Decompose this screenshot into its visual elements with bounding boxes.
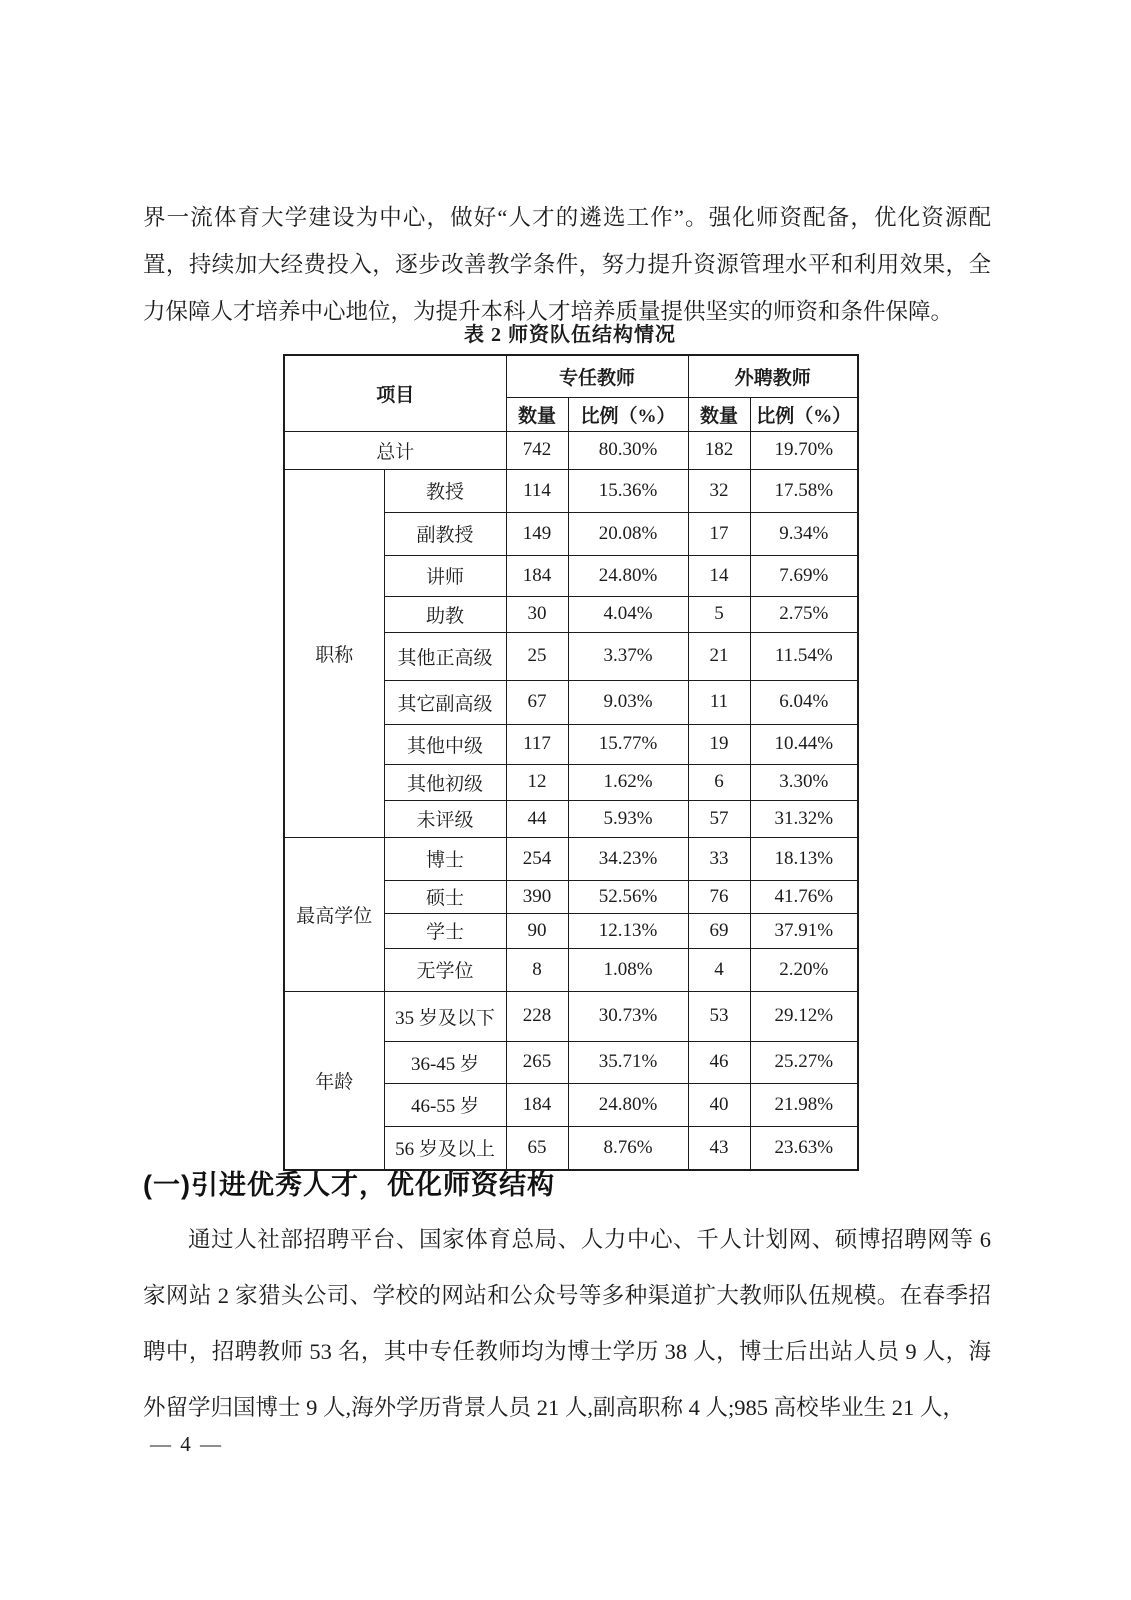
ft-count-cell: 8 — [506, 948, 568, 991]
ex-count-cell: 19 — [688, 724, 750, 764]
ex-ratio-cell: 31.32% — [750, 800, 858, 837]
row-label: 其他初级 — [384, 764, 506, 800]
ft-ratio-cell: 34.23% — [568, 837, 688, 880]
ft-count-cell: 25 — [506, 632, 568, 680]
ft-ratio-cell: 12.13% — [568, 913, 688, 948]
ft-ratio-cell: 80.30% — [568, 431, 688, 469]
ft-count-cell: 254 — [506, 837, 568, 880]
table-block — [283, 318, 857, 1171]
ex-count-cell: 182 — [688, 431, 750, 469]
ex-count-cell: 5 — [688, 596, 750, 632]
ft-ratio-cell: 15.36% — [568, 469, 688, 512]
ex-ratio-cell: 3.30% — [750, 764, 858, 800]
ex-count-cell: 76 — [688, 880, 750, 913]
row-label: 副教授 — [384, 512, 506, 555]
page-number: — 4 — — [150, 1432, 223, 1456]
ft-count-cell: 742 — [506, 431, 568, 469]
ex-count-cell: 17 — [688, 512, 750, 555]
ex-count-cell: 6 — [688, 764, 750, 800]
ex-ratio-cell: 25.27% — [750, 1041, 858, 1083]
table-row-total — [284, 431, 858, 469]
group-label-title: 职称 — [284, 469, 384, 837]
ft-ratio-cell: 8.76% — [568, 1126, 688, 1170]
ex-count-cell: 40 — [688, 1083, 750, 1126]
section-heading: (一)引进优秀人才，优化师资结构 — [143, 1170, 555, 1200]
ft-ratio-cell: 1.62% — [568, 764, 688, 800]
row-label: 36-45 岁 — [384, 1041, 506, 1083]
ft-count-cell: 184 — [506, 555, 568, 596]
ex-count-cell: 11 — [688, 680, 750, 724]
table-header-row-1 — [284, 355, 858, 397]
ft-count-cell: 149 — [506, 512, 568, 555]
ft-ratio-cell: 24.80% — [568, 1083, 688, 1126]
group-label-age: 年龄 — [284, 991, 384, 1170]
ex-ratio-cell: 18.13% — [750, 837, 858, 880]
table-row — [284, 837, 858, 880]
row-label: 其他正高级 — [384, 632, 506, 680]
col-header-ex-ratio: 比例（%） — [750, 397, 858, 431]
row-label: 无学位 — [384, 948, 506, 991]
ex-ratio-cell: 23.63% — [750, 1126, 858, 1170]
body-paragraph: 通过人社部招聘平台、国家体育总局、人力中心、千人计划网、硕博招聘网等 6 家网站 2 家猎头公司、学校的网站和公众号等多种渠道扩大教师队伍规模。在春季招聘中，招聘教师 53 名，其中专任教师均为博士学历 38 人，博士后出站人员 9 人，海外留学归国博士 9 人,海外学历背景人员 21 人,副高职称 4 人;985 高校毕业生 21 人， — [143, 1227, 991, 1420]
ex-ratio-cell: 6.04% — [750, 680, 858, 724]
faculty-structure-table — [283, 354, 859, 1171]
ex-ratio-cell: 19.70% — [750, 431, 858, 469]
ft-count-cell: 90 — [506, 913, 568, 948]
ex-count-cell: 53 — [688, 991, 750, 1041]
row-label: 总计 — [284, 431, 506, 469]
col-header-item: 项目 — [284, 355, 506, 431]
ft-ratio-cell: 24.80% — [568, 555, 688, 596]
col-header-external: 外聘教师 — [688, 355, 858, 397]
ex-count-cell: 46 — [688, 1041, 750, 1083]
ex-ratio-cell: 7.69% — [750, 555, 858, 596]
col-header-ft-count: 数量 — [506, 397, 568, 431]
row-label: 讲师 — [384, 555, 506, 596]
table-title: 表 2 师资队伍结构情况 — [464, 324, 676, 346]
ft-count-cell: 30 — [506, 596, 568, 632]
table-row — [284, 991, 858, 1041]
ft-count-cell: 67 — [506, 680, 568, 724]
ex-ratio-cell: 9.34% — [750, 512, 858, 555]
ft-ratio-cell: 35.71% — [568, 1041, 688, 1083]
ex-ratio-cell: 11.54% — [750, 632, 858, 680]
ex-count-cell: 33 — [688, 837, 750, 880]
row-label: 56 岁及以上 — [384, 1126, 506, 1170]
ft-count-cell: 184 — [506, 1083, 568, 1126]
row-label: 46-55 岁 — [384, 1083, 506, 1126]
ft-ratio-cell: 4.04% — [568, 596, 688, 632]
group-label-degree: 最高学位 — [284, 837, 384, 991]
intro-paragraph: 界一流体育大学建设为中心，做好“人才的遴选工作”。强化师资配备，优化资源配置，持续加大经费投入，逐步改善教学条件，努力提升资源管理水平和利用效果，全力保障人才培养中心地位，为提升本科人才培养质量提供坚实的师资和条件保障。 — [143, 205, 991, 324]
col-header-ft-ratio: 比例（%） — [568, 397, 688, 431]
ex-count-cell: 32 — [688, 469, 750, 512]
row-label: 学士 — [384, 913, 506, 948]
ex-count-cell: 57 — [688, 800, 750, 837]
ex-ratio-cell: 37.91% — [750, 913, 858, 948]
ft-count-cell: 114 — [506, 469, 568, 512]
ex-count-cell: 21 — [688, 632, 750, 680]
ft-count-cell: 65 — [506, 1126, 568, 1170]
ex-count-cell: 43 — [688, 1126, 750, 1170]
ft-ratio-cell: 1.08% — [568, 948, 688, 991]
ex-ratio-cell: 41.76% — [750, 880, 858, 913]
ex-count-cell: 14 — [688, 555, 750, 596]
ft-ratio-cell: 5.93% — [568, 800, 688, 837]
col-header-ex-count: 数量 — [688, 397, 750, 431]
ft-ratio-cell: 15.77% — [568, 724, 688, 764]
col-header-fulltime: 专任教师 — [506, 355, 688, 397]
row-label: 其它副高级 — [384, 680, 506, 724]
ex-ratio-cell: 29.12% — [750, 991, 858, 1041]
ex-ratio-cell: 2.75% — [750, 596, 858, 632]
ex-ratio-cell: 10.44% — [750, 724, 858, 764]
ft-count-cell: 44 — [506, 800, 568, 837]
ft-ratio-cell: 30.73% — [568, 991, 688, 1041]
ex-ratio-cell: 17.58% — [750, 469, 858, 512]
ex-count-cell: 4 — [688, 948, 750, 991]
row-label: 教授 — [384, 469, 506, 512]
ex-ratio-cell: 21.98% — [750, 1083, 858, 1126]
row-label: 35 岁及以下 — [384, 991, 506, 1041]
table-row — [284, 469, 858, 512]
ft-count-cell: 265 — [506, 1041, 568, 1083]
row-label: 硕士 — [384, 880, 506, 913]
ft-ratio-cell: 3.37% — [568, 632, 688, 680]
ex-ratio-cell: 2.20% — [750, 948, 858, 991]
row-label: 助教 — [384, 596, 506, 632]
ft-count-cell: 228 — [506, 991, 568, 1041]
row-label: 未评级 — [384, 800, 506, 837]
ft-ratio-cell: 52.56% — [568, 880, 688, 913]
row-label: 其他中级 — [384, 724, 506, 764]
ft-count-cell: 12 — [506, 764, 568, 800]
ft-ratio-cell: 9.03% — [568, 680, 688, 724]
ft-count-cell: 117 — [506, 724, 568, 764]
ft-ratio-cell: 20.08% — [568, 512, 688, 555]
row-label: 博士 — [384, 837, 506, 880]
ft-count-cell: 390 — [506, 880, 568, 913]
ex-count-cell: 69 — [688, 913, 750, 948]
